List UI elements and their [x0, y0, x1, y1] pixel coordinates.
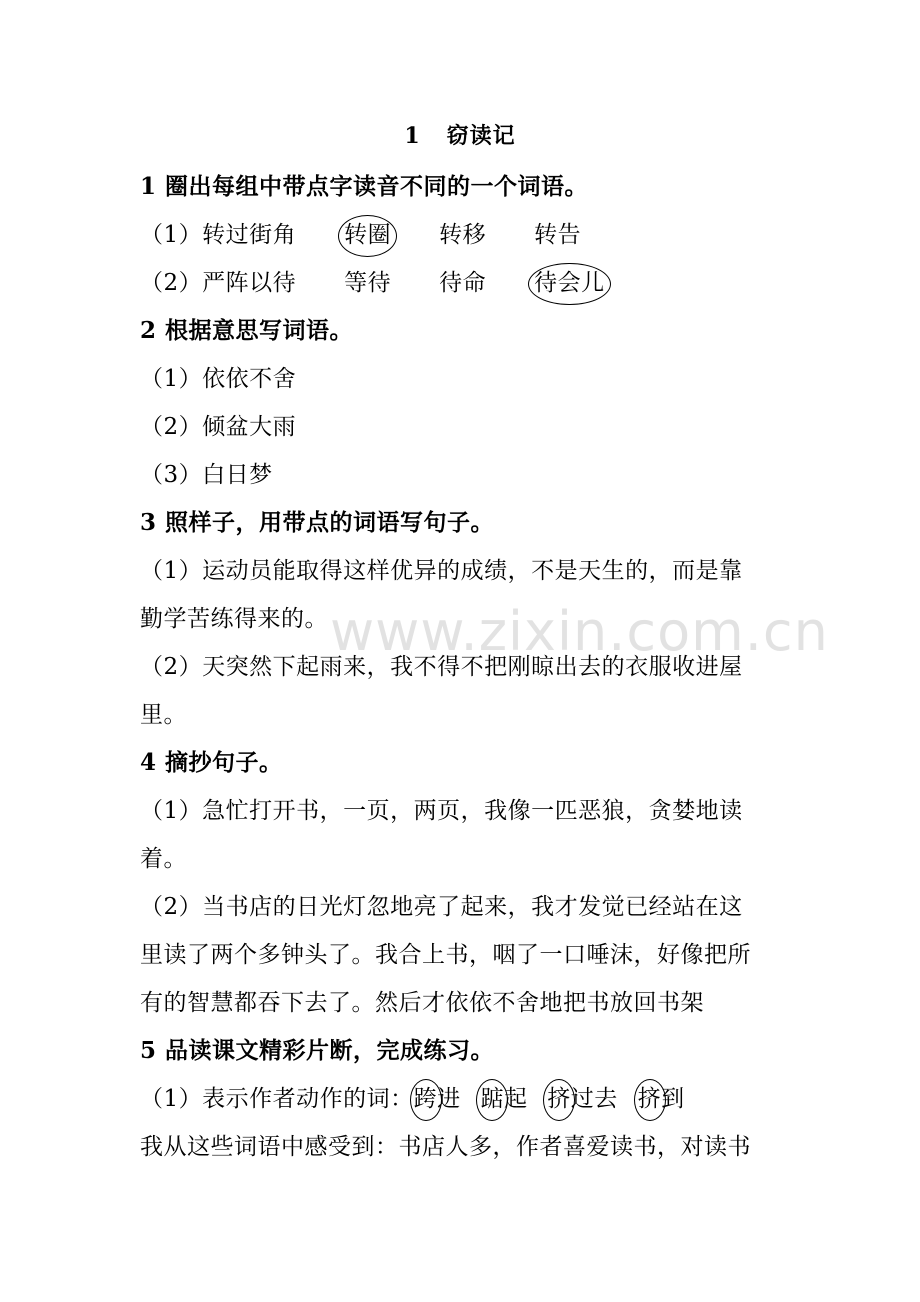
circled-action-char: 挤	[547, 1075, 571, 1123]
watermark: www.zixin.com.cn	[330, 600, 829, 663]
answer-line: 勤学苦练得来的。	[140, 606, 328, 632]
question-3-heading: 3 照样子，用带点的词语写句子。	[140, 509, 495, 536]
question-2-heading: 2 根据意思写词语。	[140, 317, 354, 344]
word-option: 转过街角	[202, 222, 297, 248]
answer-line: 着。	[140, 846, 187, 872]
lesson-number: 1	[404, 123, 421, 149]
word-option: 严阵以待	[202, 270, 297, 296]
question-1-row-1	[140, 211, 785, 259]
circled-action-char: 踮	[480, 1075, 504, 1123]
answer-line: （2）倾盆大雨	[140, 414, 297, 440]
answer-line: 我从这些词语中感受到：书店人多，作者喜爱读书，对读书	[140, 1134, 751, 1160]
question-1-heading: 1 圈出每组中带点字读音不同的一个词语。	[140, 173, 589, 200]
word-option: 转告	[534, 222, 582, 248]
question-5-heading: 5 品读课文精彩片断，完成练习。	[140, 1037, 495, 1064]
page-title	[0, 118, 920, 154]
answer-line: （1）依依不舍	[140, 366, 297, 392]
action-rest: 进	[437, 1086, 461, 1112]
row-label: （1）表示作者动作的词：	[140, 1086, 414, 1112]
question-4-heading: 4 摘抄句子。	[140, 749, 283, 776]
answer-line: 里。	[140, 702, 187, 728]
action-rest: 起	[503, 1086, 528, 1112]
row-label: （2）	[140, 270, 203, 296]
action-rest: 到	[661, 1086, 685, 1112]
row-label: （1）	[140, 222, 203, 248]
circled-word-option: 转圈	[344, 211, 391, 259]
circled-action-char: 跨	[414, 1075, 438, 1123]
circled-action-char: 挤	[638, 1075, 662, 1123]
answer-line: （3）白日梦	[140, 462, 273, 488]
answer-line: （2）当书店的日光灯忽地亮了起来，我才发觉已经站在这	[140, 894, 743, 920]
answer-line: （1）急忙打开书，一页，两页，我像一匹恶狼，贪婪地读	[140, 798, 743, 824]
word-option: 转移	[439, 222, 487, 248]
answer-line: （1）运动员能取得这样优异的成绩，不是天生的，而是靠	[140, 558, 743, 584]
answer-line: （2）天突然下起雨来，我不得不把刚晾出去的衣服收进屋	[140, 654, 743, 680]
answer-line: 有的智慧都吞下去了。然后才依依不舍地把书放回书架	[140, 990, 704, 1016]
document-content	[140, 163, 785, 1171]
lesson-title: 窃读记	[446, 123, 516, 149]
question-1-row-2	[140, 259, 785, 307]
circled-word-option: 待会儿	[534, 259, 605, 307]
action-words-line	[140, 1075, 785, 1123]
word-option: 待命	[439, 270, 487, 296]
word-option: 等待	[344, 270, 392, 296]
action-rest: 过去	[570, 1086, 618, 1112]
answer-line: 里读了两个多钟头了。我合上书，咽了一口唾沫，好像把所	[140, 942, 751, 968]
